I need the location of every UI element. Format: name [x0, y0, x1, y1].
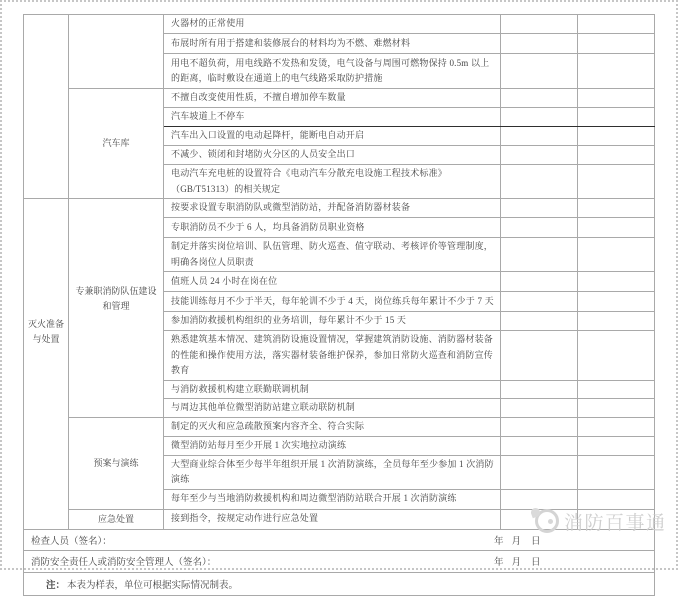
remark-cell: [578, 54, 655, 89]
date-fields: [494, 533, 541, 547]
checklist-item: 电动汽车充电桩的设置符合《电动汽车分散充电设施工程技术标准》（GB/T51313）的相关规定: [164, 165, 501, 199]
result-cell: [501, 238, 578, 272]
result-cell: [501, 312, 578, 331]
result-cell: [501, 509, 578, 529]
remark-cell: [578, 312, 655, 331]
checklist-item: 值班人员 24 小时在岗在位: [164, 272, 501, 292]
checklist-item: 与消防救援机构建立联勤联调机制: [164, 380, 501, 399]
remark-cell: [578, 165, 655, 199]
result-cell: [501, 199, 578, 218]
subcategory-cell: [69, 15, 164, 89]
subcategory-cell: 专兼职消防队伍建设和管理: [69, 199, 164, 418]
day-label: 日: [531, 558, 541, 568]
result-cell: [501, 54, 578, 89]
inspector-signature-label: 检查人员（签名）：: [31, 536, 112, 547]
remark-cell: [578, 399, 655, 418]
checklist-item: 用电不超负荷，用电线路不发热和发烫，电气设备与周围可燃物保持 0.5m 以上的距离，临时敷设在通道上的电气线路采取防护措施: [164, 54, 501, 89]
remark-cell: [578, 34, 655, 54]
signature-row: [24, 550, 655, 572]
signature-row: [24, 529, 655, 550]
manager-signature-label: 消防安全责任人或消防安全管理人（签名）：: [31, 558, 217, 568]
checklist-item: 大型商业综合体至少每半年组织开展 1 次消防演练，全员每年至少参加 1 次消防演练: [164, 455, 501, 489]
result-cell: [501, 89, 578, 108]
subcategory-cell: 预案与演练: [69, 417, 164, 509]
remark-cell: [578, 380, 655, 399]
remark-cell: [578, 292, 655, 312]
checklist-item: 火器材的正常使用: [164, 15, 501, 34]
category-cell: [24, 15, 69, 199]
checklist-item: 微型消防站每月至少开展 1 次实地拉动演练: [164, 436, 501, 455]
table-row: [24, 89, 655, 108]
result-cell: [501, 436, 578, 455]
remark-cell: [578, 199, 655, 218]
result-cell: [501, 34, 578, 54]
result-cell: [501, 417, 578, 436]
checklist-item: 不减少、锁闭和封堵防火分区的人员安全出口: [164, 146, 501, 165]
year-label: 年: [494, 558, 504, 568]
checklist-item: 制定的灭火和应急疏散预案内容齐全、符合实际: [164, 417, 501, 436]
remark-cell: [578, 272, 655, 292]
result-cell: [501, 380, 578, 399]
result-cell: [501, 331, 578, 381]
remark-cell: [578, 108, 655, 127]
fire-safety-checklist-table: [23, 14, 655, 596]
day-label: 日: [531, 536, 541, 547]
result-cell: [501, 146, 578, 165]
subcategory-cell: 汽车库: [69, 89, 164, 199]
subcategory-cell: 应急处置: [69, 509, 164, 529]
result-cell: [501, 165, 578, 199]
note-row: [24, 572, 655, 595]
result-cell: [501, 127, 578, 146]
note-prefix: 注：: [46, 580, 66, 591]
month-label: 月: [511, 558, 522, 568]
manager-signature-cell: [24, 550, 655, 572]
checklist-item: 布展时所有用于搭建和装修展台的材料均为不燃、难燃材料: [164, 34, 501, 54]
remark-cell: [578, 417, 655, 436]
remark-cell: [578, 509, 655, 529]
checklist-item: 制定并落实岗位培训、队伍管理、防火巡查、值守联动、考核评价等管理制度，明确各岗位人员职责: [164, 238, 501, 272]
table-row: [24, 417, 655, 436]
remark-cell: [578, 127, 655, 146]
remark-cell: [578, 331, 655, 381]
result-cell: [501, 218, 578, 238]
checklist-item: 参加消防救援机构组织的业务培训，每年累计不少于 15 天: [164, 312, 501, 331]
result-cell: [501, 272, 578, 292]
date-fields: [494, 554, 541, 568]
remark-cell: [578, 146, 655, 165]
checklist-item: 每年至少与当地消防救援机构和周边微型消防站联合开展 1 次消防演练: [164, 489, 501, 509]
table-row: [24, 199, 655, 218]
result-cell: [501, 489, 578, 509]
remark-cell: [578, 89, 655, 108]
remark-cell: [578, 436, 655, 455]
remark-cell: [578, 15, 655, 34]
result-cell: [501, 455, 578, 489]
table-row: [24, 509, 655, 529]
result-cell: [501, 399, 578, 418]
table-row: [24, 15, 655, 34]
result-cell: [501, 15, 578, 34]
note-text: 本表为样表，单位可根据实际情况制表。: [67, 580, 239, 591]
category-cell: 灭火准备与处置: [24, 199, 69, 530]
note-cell: [24, 572, 655, 595]
checklist-item: 按要求设置专职消防队或微型消防站，并配备消防器材装备: [164, 199, 501, 218]
year-label: 年: [494, 536, 504, 547]
remark-cell: [578, 218, 655, 238]
checklist-item: 熟悉建筑基本情况、建筑消防设施设置情况，掌握建筑消防设施、消防器材装备的性能和操作使用方法，落实器材装备维护保养，参加日常防火巡查和消防宣传教育: [164, 331, 501, 381]
remark-cell: [578, 489, 655, 509]
checklist-item: 汽车出入口设置的电动起降杆，能断电自动开启: [164, 127, 501, 146]
checklist-item: 技能训练每月不少于半天，每年轮训不少于 4 天，岗位练兵每年累计不少于 7 天: [164, 292, 501, 312]
month-label: 月: [511, 536, 522, 547]
result-cell: [501, 108, 578, 127]
checklist-item: 不擅自改变使用性质，不擅自增加停车数量: [164, 89, 501, 108]
checklist-item: 专职消防员不少于 6 人，均具备消防员职业资格: [164, 218, 501, 238]
checklist-item: 接到指令，按规定动作进行应急处置: [164, 509, 501, 529]
watermark-text: 消防百事通: [564, 512, 667, 534]
checklist-item: 汽车坡道上不停车: [164, 108, 501, 127]
checklist-item: 与周边其他单位微型消防站建立联动联防机制: [164, 399, 501, 418]
result-cell: [501, 292, 578, 312]
remark-cell: [578, 455, 655, 489]
remark-cell: [578, 238, 655, 272]
inspector-signature-cell: [24, 529, 655, 550]
